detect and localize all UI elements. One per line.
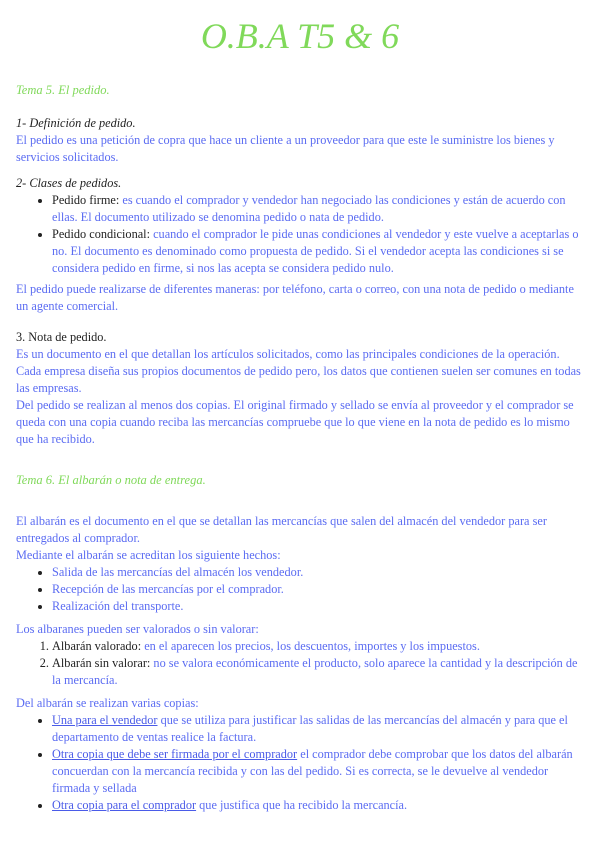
list-item: • Pedido firme: es cuando el comprador y vendedor han negociado las condiciones y están de acuerdo con ellas. El documento utilizado se denomina pedido o nata de pedido. [52,192,584,226]
hechos-list [16,564,584,615]
valor-intro: Los albaranes pueden ser valorados o sin valorar: [16,622,259,636]
s2-list [16,192,584,277]
list-item: • Salida de las mercancías del almacén los vendedor. [52,564,584,581]
s3-heading: 3. Nota de pedido. [16,330,107,344]
tema5-heading: Tema 5. El pedido. [16,83,110,97]
list-item: 1. Albarán valorado: en el aparecen los precios, los descuentos, importes y los impuestos. [52,638,584,655]
s3-text1: Es un documento en el que detallan los artículos solicitados, como las principales condiciones de la operación. Cada empresa diseña sus propios documentos de pedido pero, los datos que contienen suelen ser comunes en todas las empresas. [16,347,581,395]
s1-heading: 1- Definición de pedido. [16,116,136,130]
hechos-intro: Mediante el albarán se acreditan los siguiente hechos: [16,548,281,562]
copias-intro: Del albarán se realizan varias copias: [16,696,199,710]
list-item: • Pedido condicional: cuando el comprador le pide unas condiciones al vendedor y este vuelve a aceptarlas o no. El documento es denominado como propuesta de pedido. Si el vendedor acepta las condiciones si se considera pedido en firme, si nos las acepta se considera pedido nulo. [52,226,584,277]
list-item: • Otra copia para el comprador que justifica que ha recibido la mercancía. [52,797,584,814]
copias-list [16,712,584,814]
list-item: • Una para el vendedor que se utiliza para justificar las salidas de las mercancías del almacén y para que el departamento de ventas realice la factura. [52,712,584,746]
s3-text2: Del pedido se realizan al menos dos copias. El original firmado y sellado se envía al proveedor y el comprador se queda con una copia cuando reciba las mercancías compruebe que lo que viene en la nota de pedido es lo mismo que ha recibido. [16,398,574,446]
list-item: • Otra copia que debe ser firmada por el comprador el comprador debe comprobar que los datos del albarán concuerdan con la mercancía recibida y con las del pedido. Si es correcta, se le devuelve al vendedor firmada y sellada [52,746,584,797]
s1-text: El pedido es una petición de copra que hace un cliente a un proveedor para que este le suministre los bienes y servicios solicitados. [16,133,555,164]
list-item: 2. Albarán sin valorar: no se valora económicamente el producto, solo aparece la cantidad y la descripción de la mercancía. [52,655,584,689]
s2-heading: 2- Clases de pedidos. [16,176,122,190]
s2-after: El pedido puede realizarse de diferentes maneras: por teléfono, carta o correo, con una nota de pedido o mediante un agente comercial. [16,282,574,313]
tema6-heading: Tema 6. El albarán o nota de entrega. [16,473,206,487]
valor-list [16,638,584,689]
list-item: • Realización del transporte. [52,598,584,615]
list-item: • Recepción de las mercancías por el comprador. [52,581,584,598]
tema6-intro: El albarán es el documento en el que se detallan las mercancías que salen del almacén del vendedor para ser entregados al comprador. [16,514,547,545]
document-title: O.B.A T5 & 6 [200,16,400,56]
